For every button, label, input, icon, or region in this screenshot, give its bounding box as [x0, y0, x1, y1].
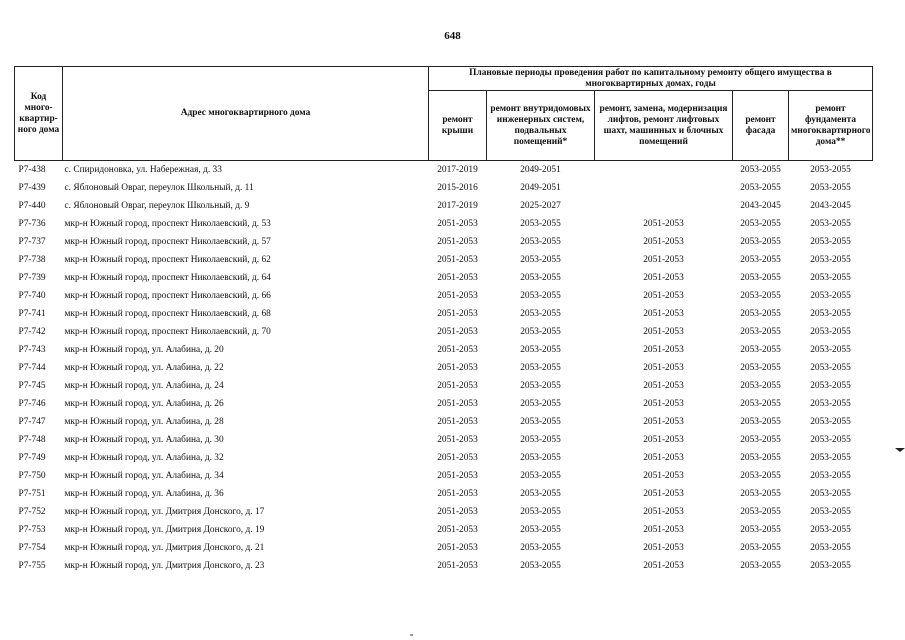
cell-roof: 2017-2019: [437, 201, 478, 211]
header-address: Адрес многоквартирного дома: [63, 67, 429, 161]
cell-roof: 2051-2053: [437, 543, 478, 553]
cell-facade: 2053-2055: [740, 561, 781, 571]
cell-roof: 2051-2053: [437, 291, 478, 301]
cell-address: мкр-н Южный город, ул. Алабина, д. 36: [64, 489, 224, 499]
cell-foundation: 2053-2055: [810, 219, 851, 229]
cell-elevators: 2051-2053: [643, 237, 684, 247]
cell-address: мкр-н Южный город, проспект Николаевский, д. 62: [64, 255, 271, 265]
cell-foundation: 2053-2055: [810, 525, 851, 535]
cell-code: Р7-438: [15, 161, 63, 180]
cell-systems: 2053-2055: [520, 381, 561, 391]
cell-roof: 2051-2053: [437, 525, 478, 535]
cell-address: мкр-н Южный город, ул. Алабина, д. 20: [64, 345, 224, 355]
table-row: [15, 467, 873, 485]
cell-foundation: 2053-2055: [810, 381, 851, 391]
cell-facade: 2053-2055: [740, 363, 781, 373]
cell-roof: 2051-2053: [437, 345, 478, 355]
cell-code: Р7-736: [18, 219, 46, 229]
cell-address: мкр-н Южный город, ул. Алабина, д. 34: [64, 471, 224, 481]
cell-roof: 2051-2053: [437, 453, 478, 463]
cell-roof: 2051-2053: [437, 507, 478, 517]
cell-elevators: 2051-2053: [643, 219, 684, 229]
cell-elevators: 2051-2053: [643, 525, 684, 535]
cell-foundation: 2053-2055: [810, 489, 851, 499]
table-row: [15, 161, 873, 180]
cell-systems: 2049-2051: [520, 183, 561, 193]
cell-roof: 2017-2019: [429, 161, 487, 180]
cell-facade: 2053-2055: [740, 489, 781, 499]
cell-address: мкр-н Южный город, ул. Алабина, д. 24: [64, 381, 224, 391]
cell-address: мкр-н Южный город, проспект Николаевский, д. 64: [64, 273, 271, 283]
cell-roof: 2051-2053: [437, 417, 478, 427]
cell-address: с. Спиридоновка, ул. Набережная, д. 33: [63, 161, 429, 180]
cell-elevators: 2051-2053: [643, 273, 684, 283]
cell-facade: 2053-2055: [740, 525, 781, 535]
cell-facade: 2053-2055: [740, 453, 781, 463]
cell-code: Р7-750: [18, 471, 46, 481]
cell-facade: 2053-2055: [740, 237, 781, 247]
table-row: [15, 359, 873, 377]
cell-elevators: 2051-2053: [643, 453, 684, 463]
cell-systems: 2053-2055: [520, 543, 561, 553]
cell-elevators: 2051-2053: [643, 345, 684, 355]
cell-code: Р7-741: [18, 309, 46, 319]
table-row: [15, 449, 873, 467]
repair-schedule-table: [14, 66, 873, 575]
cell-address: мкр-н Южный город, ул. Дмитрия Донского, д. 21: [64, 543, 265, 553]
cell-code: Р7-751: [18, 489, 46, 499]
table-body: [15, 161, 873, 576]
cell-code: Р7-742: [18, 327, 46, 337]
cell-elevators: 2051-2053: [643, 291, 684, 301]
cell-foundation: 2053-2055: [810, 435, 851, 445]
cell-elevators: 2051-2053: [643, 309, 684, 319]
header-systems: ремонт внутридомовых инженерных систем, подвальных помещений*: [487, 91, 595, 161]
table-row: [15, 395, 873, 413]
cell-foundation: 2053-2055: [810, 453, 851, 463]
cell-address: мкр-н Южный город, ул. Дмитрия Донского, д. 19: [64, 525, 265, 535]
cell-facade: 2053-2055: [740, 255, 781, 265]
table-row: [15, 341, 873, 359]
cell-facade: 2053-2055: [740, 471, 781, 481]
cell-code: Р7-752: [18, 507, 46, 517]
cell-facade: 2053-2055: [740, 309, 781, 319]
cell-systems: 2053-2055: [520, 219, 561, 229]
cell-facade: 2053-2055: [740, 345, 781, 355]
table-row: [15, 251, 873, 269]
cell-foundation: 2053-2055: [810, 399, 851, 409]
cell-address: с. Яблоновый Овраг, переулок Школьный, д. 9: [64, 201, 250, 211]
cell-foundation: 2053-2055: [810, 471, 851, 481]
page-edge-mark: [895, 448, 905, 452]
header-facade: ремонт фасада: [733, 91, 789, 161]
cell-foundation: 2053-2055: [810, 309, 851, 319]
table-row: [15, 377, 873, 395]
cell-foundation: 2053-2055: [789, 161, 873, 180]
table-row: [15, 557, 873, 575]
cell-address: мкр-н Южный город, ул. Дмитрия Донского, д. 17: [64, 507, 265, 517]
cell-code: Р7-746: [18, 399, 46, 409]
cell-foundation: 2053-2055: [810, 417, 851, 427]
cell-systems: 2053-2055: [520, 399, 561, 409]
header-periods-title: Плановые периоды проведения работ по капитальному ремонту общего имущества в многоквартирных домах, годы: [429, 67, 873, 91]
cell-code: Р7-440: [18, 201, 46, 211]
cell-code: Р7-737: [18, 237, 46, 247]
cell-facade: 2053-2055: [740, 291, 781, 301]
header-code: Код много-квартир-ного дома: [15, 67, 63, 161]
cell-systems: 2049-2051: [487, 161, 595, 180]
table-row: [15, 503, 873, 521]
cell-systems: 2053-2055: [520, 255, 561, 265]
cell-elevators: 2051-2053: [643, 381, 684, 391]
table-row: [15, 287, 873, 305]
cell-systems: 2053-2055: [520, 273, 561, 283]
cell-code: Р7-744: [18, 363, 46, 373]
cell-roof: 2051-2053: [437, 309, 478, 319]
cell-roof: 2051-2053: [437, 435, 478, 445]
cell-elevators: 2051-2053: [643, 255, 684, 265]
cell-facade: 2043-2045: [740, 201, 781, 211]
cell-facade: 2053-2055: [740, 327, 781, 337]
cell-systems: 2053-2055: [520, 525, 561, 535]
cell-foundation: 2053-2055: [810, 255, 851, 265]
cell-roof: 2051-2053: [437, 489, 478, 499]
cell-elevators: [595, 197, 733, 215]
cell-systems: 2053-2055: [520, 489, 561, 499]
cell-systems: 2053-2055: [520, 291, 561, 301]
cell-address: мкр-н Южный город, ул. Алабина, д. 26: [64, 399, 224, 409]
cell-code: Р7-753: [18, 525, 46, 535]
cell-foundation: 2053-2055: [810, 507, 851, 517]
cell-systems: 2025-2027: [520, 201, 561, 211]
cell-address: мкр-н Южный город, проспект Николаевский, д. 53: [64, 219, 271, 229]
cell-elevators: [595, 161, 733, 180]
cell-foundation: 2053-2055: [810, 237, 851, 247]
cell-roof: 2051-2053: [437, 273, 478, 283]
scan-speck: [410, 634, 413, 636]
cell-address: мкр-н Южный город, ул. Алабина, д. 28: [64, 417, 224, 427]
table-row: [15, 269, 873, 287]
cell-address: мкр-н Южный город, ул. Алабина, д. 30: [64, 435, 224, 445]
cell-systems: 2053-2055: [520, 453, 561, 463]
cell-facade: 2053-2055: [740, 435, 781, 445]
cell-foundation: 2053-2055: [810, 363, 851, 373]
cell-elevators: 2051-2053: [643, 471, 684, 481]
cell-elevators: 2051-2053: [643, 543, 684, 553]
cell-facade: 2053-2055: [740, 507, 781, 517]
header-elevators: ремонт, замена, модернизация лифтов, ремонт лифтовых шахт, машинных и блочных помещений: [595, 91, 733, 161]
cell-facade: 2053-2055: [740, 219, 781, 229]
table-row: [15, 179, 873, 197]
cell-roof: 2015-2016: [437, 183, 478, 193]
cell-roof: 2051-2053: [437, 399, 478, 409]
cell-code: Р7-439: [18, 183, 46, 193]
cell-foundation: 2053-2055: [810, 183, 851, 193]
cell-systems: 2053-2055: [520, 309, 561, 319]
cell-elevators: 2051-2053: [643, 327, 684, 337]
cell-roof: 2051-2053: [437, 327, 478, 337]
table-header: [15, 67, 873, 161]
cell-address: мкр-н Южный город, ул. Алабина, д. 22: [64, 363, 224, 373]
cell-roof: 2051-2053: [437, 255, 478, 265]
cell-code: Р7-755: [18, 561, 46, 571]
table-row: [15, 485, 873, 503]
cell-code: Р7-745: [18, 381, 46, 391]
cell-elevators: 2051-2053: [643, 363, 684, 373]
cell-elevators: [595, 179, 733, 197]
cell-systems: 2053-2055: [520, 471, 561, 481]
cell-systems: 2053-2055: [520, 561, 561, 571]
cell-systems: 2053-2055: [520, 237, 561, 247]
cell-elevators: 2051-2053: [643, 399, 684, 409]
cell-foundation: 2053-2055: [810, 327, 851, 337]
cell-foundation: 2053-2055: [810, 543, 851, 553]
cell-facade: 2053-2055: [740, 543, 781, 553]
cell-code: Р7-754: [18, 543, 46, 553]
cell-elevators: 2051-2053: [643, 507, 684, 517]
header-roof: ремонт крыши: [429, 91, 487, 161]
table-row: [15, 413, 873, 431]
cell-elevators: 2051-2053: [643, 417, 684, 427]
cell-foundation: 2053-2055: [810, 273, 851, 283]
cell-systems: 2053-2055: [520, 345, 561, 355]
table-row: [15, 521, 873, 539]
cell-foundation: 2053-2055: [810, 561, 851, 571]
cell-roof: 2051-2053: [437, 381, 478, 391]
cell-address: мкр-н Южный город, ул. Алабина, д. 32: [64, 453, 224, 463]
cell-code: Р7-747: [18, 417, 46, 427]
table-row: [15, 197, 873, 215]
cell-elevators: 2051-2053: [643, 435, 684, 445]
table-row: [15, 539, 873, 557]
table-row: [15, 323, 873, 341]
cell-systems: 2053-2055: [520, 507, 561, 517]
cell-address: мкр-н Южный город, проспект Николаевский, д. 57: [64, 237, 271, 247]
cell-roof: 2051-2053: [437, 363, 478, 373]
cell-facade: 2053-2055: [740, 183, 781, 193]
cell-foundation: 2043-2045: [810, 201, 851, 211]
cell-facade: 2053-2055: [740, 381, 781, 391]
page-number: 648: [444, 30, 461, 42]
cell-code: Р7-748: [18, 435, 46, 445]
cell-roof: 2051-2053: [437, 219, 478, 229]
cell-address: мкр-н Южный город, проспект Николаевский, д. 68: [64, 309, 271, 319]
cell-code: Р7-738: [18, 255, 46, 265]
table-row: [15, 431, 873, 449]
cell-systems: 2053-2055: [520, 435, 561, 445]
cell-address: мкр-н Южный город, проспект Николаевский, д. 66: [64, 291, 271, 301]
cell-code: Р7-740: [18, 291, 46, 301]
table-row: [15, 305, 873, 323]
cell-roof: 2051-2053: [437, 561, 478, 571]
cell-facade: 2053-2055: [740, 399, 781, 409]
cell-systems: 2053-2055: [520, 327, 561, 337]
cell-address: мкр-н Южный город, проспект Николаевский, д. 70: [64, 327, 271, 337]
cell-code: Р7-743: [18, 345, 46, 355]
cell-systems: 2053-2055: [520, 417, 561, 427]
cell-elevators: 2051-2053: [643, 561, 684, 571]
cell-address: с. Яблоновый Овраг, переулок Школьный, д. 11: [64, 183, 254, 193]
cell-foundation: 2053-2055: [810, 345, 851, 355]
cell-elevators: 2051-2053: [643, 489, 684, 499]
header-foundation: ремонт фундамента многоквартирного дома**: [789, 91, 873, 161]
cell-facade: 2053-2055: [733, 161, 789, 180]
cell-roof: 2051-2053: [437, 471, 478, 481]
cell-address: мкр-н Южный город, ул. Дмитрия Донского, д. 23: [64, 561, 265, 571]
table-row: [15, 215, 873, 233]
table-row: [15, 233, 873, 251]
cell-facade: 2053-2055: [740, 417, 781, 427]
cell-roof: 2051-2053: [437, 237, 478, 247]
cell-code: Р7-749: [18, 453, 46, 463]
cell-systems: 2053-2055: [520, 363, 561, 373]
cell-foundation: 2053-2055: [810, 291, 851, 301]
cell-code: Р7-739: [18, 273, 46, 283]
cell-facade: 2053-2055: [740, 273, 781, 283]
